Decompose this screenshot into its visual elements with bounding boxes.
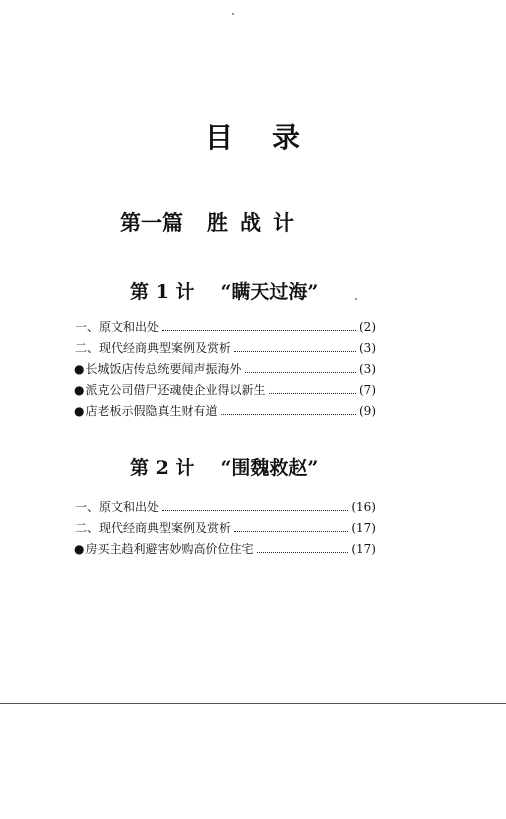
toc-entry[interactable]	[74, 540, 376, 561]
dot-leader	[162, 509, 348, 511]
dot-leader	[269, 392, 357, 394]
chapter-name: “围魏救赵”	[220, 457, 319, 479]
part-name-char: 计	[273, 210, 294, 235]
bullet-icon: ●	[74, 383, 85, 397]
toc-entry[interactable]	[74, 318, 376, 339]
toc-entry-page: (3)	[359, 341, 376, 355]
toc-entry-label: 店老板示假隐真生财有道	[85, 404, 218, 418]
page-title-char: 录	[272, 121, 302, 154]
toc-entry[interactable]	[74, 498, 376, 519]
dot-leader	[221, 413, 357, 415]
page-title-char: 目	[204, 121, 234, 154]
chapter-heading	[130, 277, 318, 304]
dot-leader	[234, 530, 348, 532]
scan-speck	[355, 298, 357, 300]
chapter-heading	[130, 453, 318, 480]
dot-leader	[234, 350, 356, 352]
toc-entry-label: 派克公司借尸还魂使企业得以新生	[85, 383, 266, 397]
toc-entry-label: 房买主趋利避害妙购高价位住宅	[85, 542, 254, 556]
toc-entry[interactable]	[74, 402, 376, 423]
dot-leader	[257, 551, 349, 553]
toc-entry-label: 二、现代经商典型案例及赏析	[75, 341, 232, 355]
toc-entry-page: (2)	[359, 320, 376, 334]
part-name-char: 胜	[207, 210, 228, 235]
toc-entry-label: 二、现代经商典型案例及赏析	[75, 521, 232, 535]
toc-entry[interactable]	[74, 360, 376, 381]
toc-entry-page: (17)	[351, 521, 376, 535]
bullet-icon: ●	[74, 542, 85, 556]
toc-list	[74, 318, 376, 423]
toc-entry-label: 一、原文和出处	[75, 500, 160, 514]
page-title	[0, 116, 506, 156]
toc-entry-label: 长城饭店传总统要闻声振海外	[85, 362, 242, 376]
toc-entry[interactable]	[74, 381, 376, 402]
dot-leader	[245, 371, 357, 373]
chapter-number: 第 2 计	[130, 457, 195, 479]
toc-entry-page: (3)	[359, 362, 376, 376]
toc-entry-page: (9)	[359, 404, 376, 418]
toc-entry-page: (17)	[351, 542, 376, 556]
part-heading	[120, 207, 294, 237]
toc-entry[interactable]	[74, 339, 376, 360]
toc-entry-page: (16)	[351, 500, 376, 514]
toc-entry-page: (7)	[359, 383, 376, 397]
scan-speck	[232, 13, 234, 15]
chapter-number: 第 1 计	[130, 281, 195, 303]
part-name-char: 战	[240, 210, 261, 235]
toc-list	[74, 498, 376, 561]
dot-leader	[162, 329, 356, 331]
toc-entry-label: 一、原文和出处	[75, 320, 160, 334]
part-label: 第一篇	[120, 210, 183, 235]
chapter-name: “瞒天过海”	[220, 281, 319, 303]
bottom-rule	[0, 703, 506, 704]
bullet-icon: ●	[74, 404, 85, 418]
bullet-icon: ●	[74, 362, 85, 376]
toc-entry[interactable]	[74, 519, 376, 540]
